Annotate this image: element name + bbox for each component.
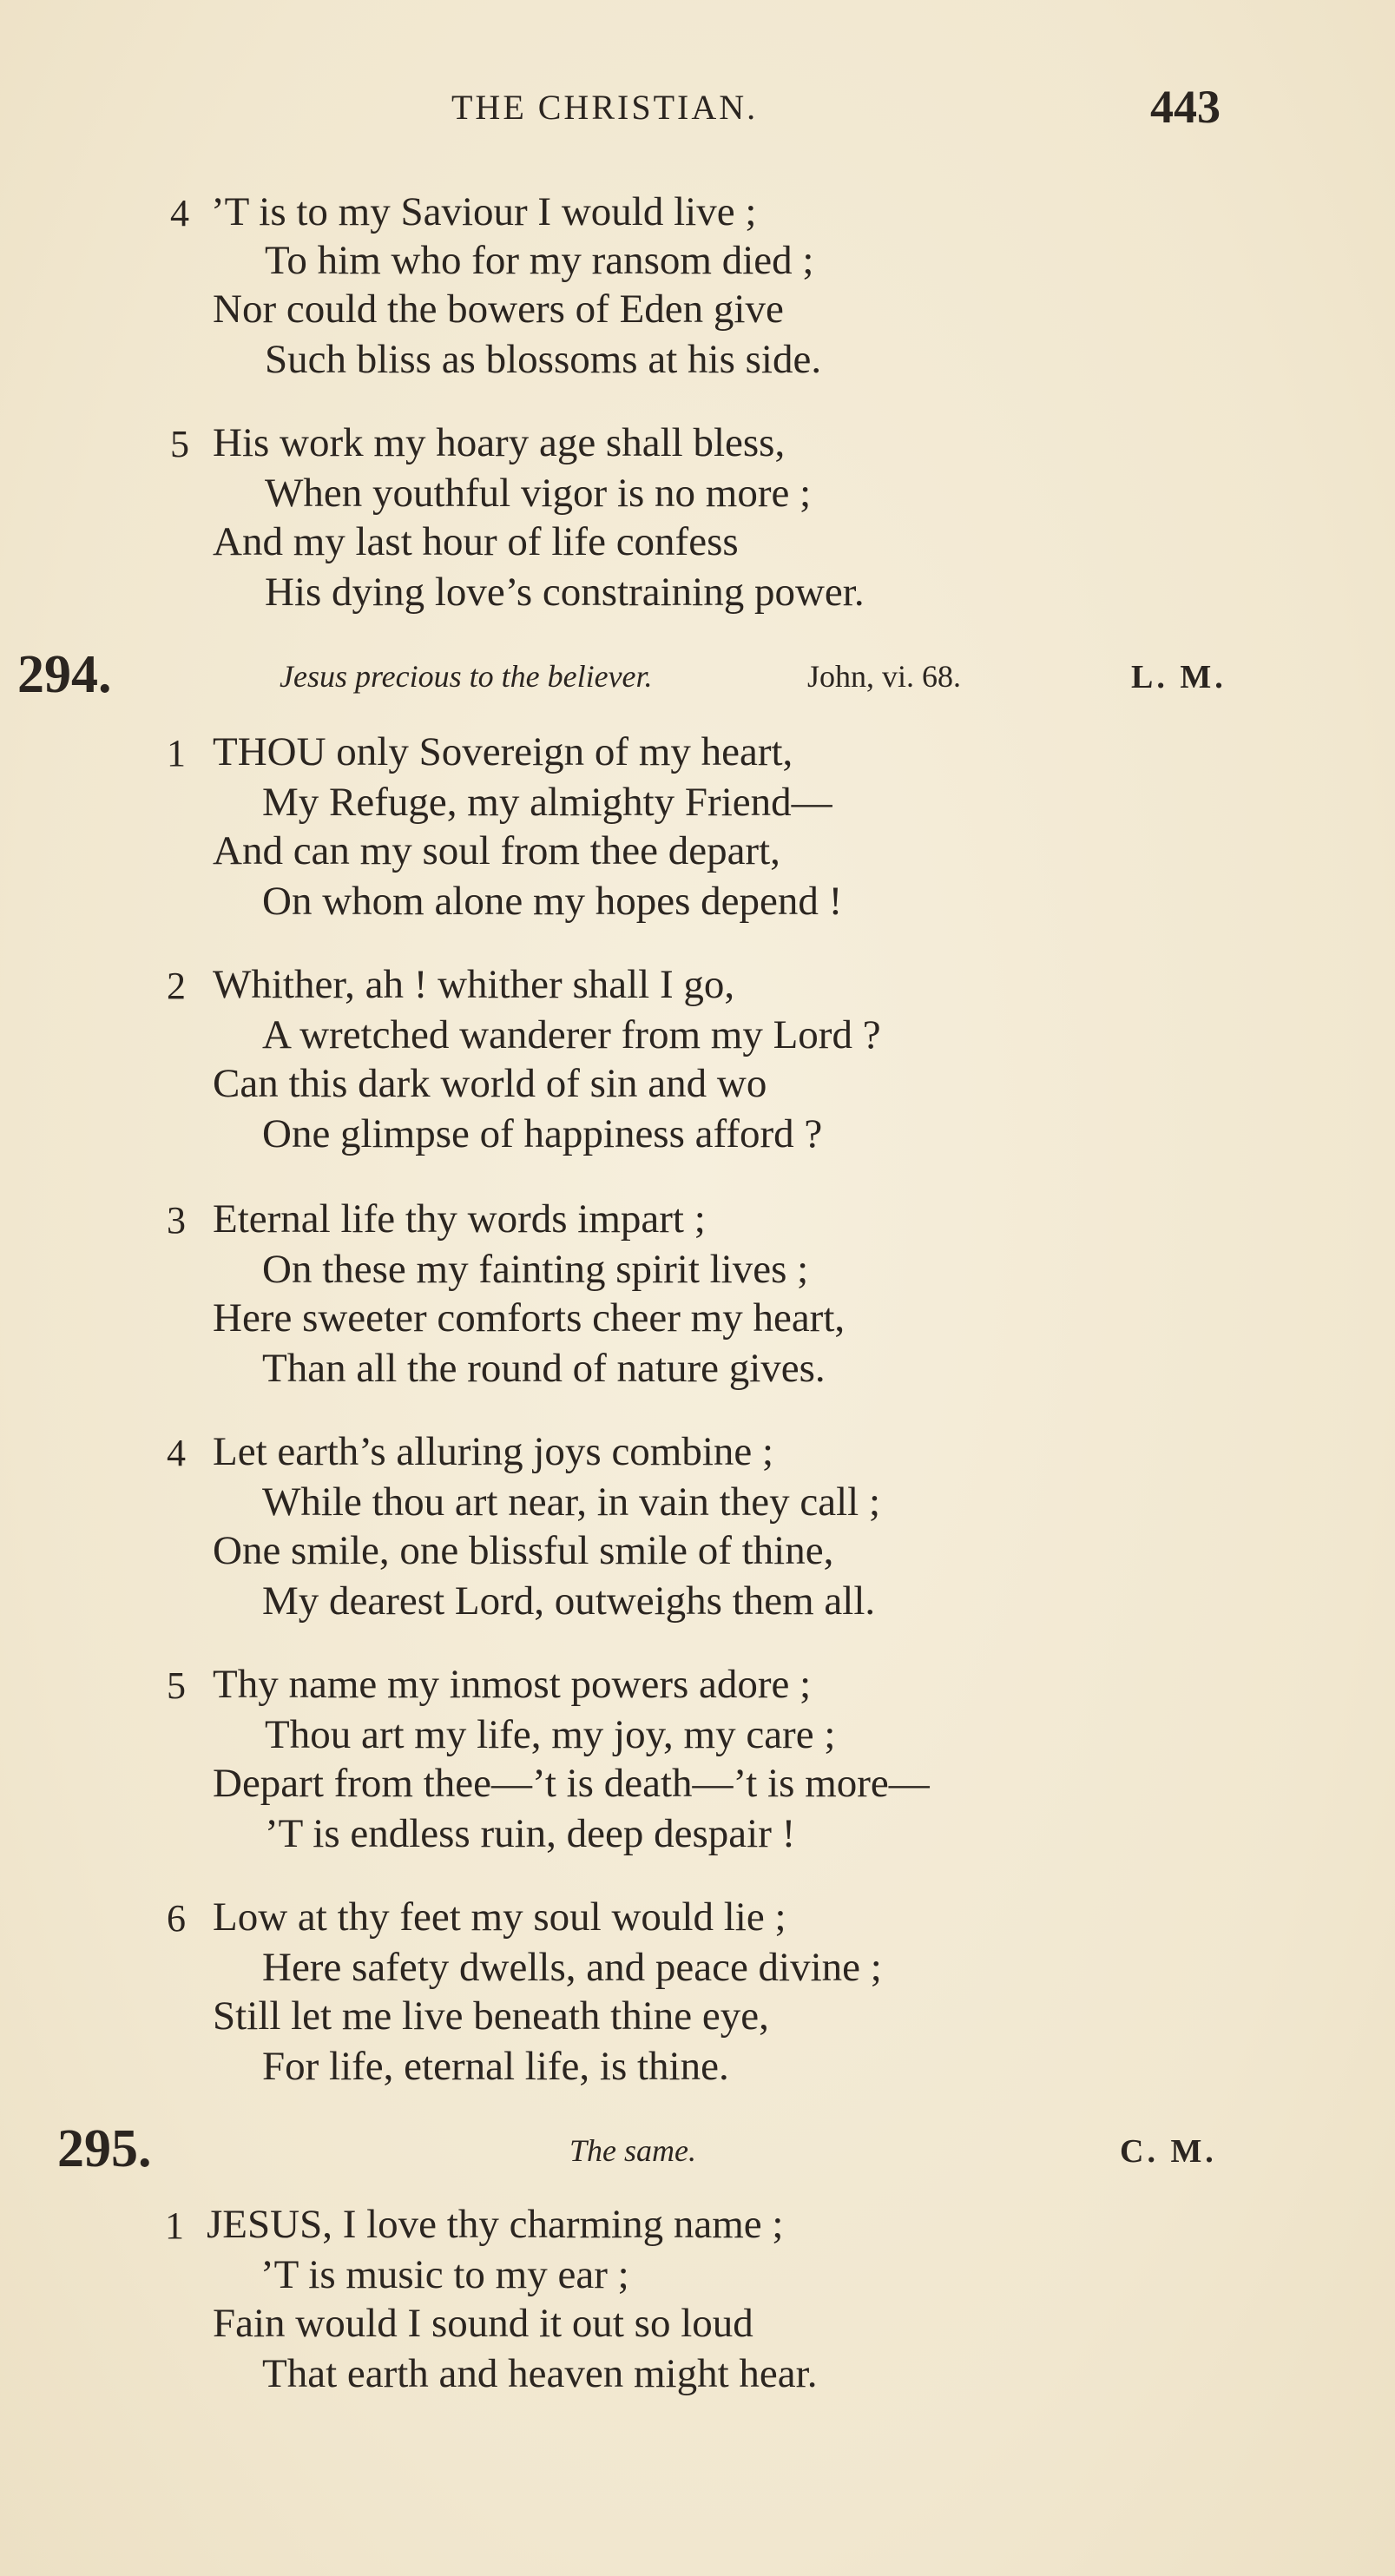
verse-line: Depart from thee—’t is death—’t is more— <box>213 1761 930 1806</box>
verse-number: 1 <box>167 732 186 774</box>
verse-line: On these my fainting spirit lives ; <box>262 1247 809 1292</box>
verse-line: My Refuge, my almighty Friend— <box>262 780 832 825</box>
verse-line: My dearest Lord, outweighs them all. <box>262 1578 876 1624</box>
verse-line: And can my soul from thee depart, <box>213 828 780 873</box>
verse-line: Low at thy feet my soul would lie ; <box>213 1894 786 1940</box>
verse-line: One smile, one blissful smile of thine, <box>213 1528 834 1573</box>
verse-line: Still let me live beneath thine eye, <box>213 1993 769 2039</box>
verse-number: 5 <box>170 423 189 465</box>
verse-number: 4 <box>170 192 189 234</box>
verse-line: Whither, ah ! whither shall I go, <box>213 962 735 1007</box>
verse-line: Here sweeter comforts cheer my heart, <box>213 1295 846 1341</box>
page-number: 443 <box>1150 81 1221 133</box>
verse-line: When youthful vigor is no more ; <box>265 471 812 516</box>
verse-line: Here safety dwells, and peace divine ; <box>262 1945 882 1990</box>
verse-number: 2 <box>167 965 186 1007</box>
scripture-reference: John, vi. 68. <box>807 659 962 694</box>
hymn-number: 294. <box>17 645 112 704</box>
verse-line: And my last hour of life confess <box>213 519 739 564</box>
hymn-title: The same. <box>569 2133 696 2168</box>
verse-number: 5 <box>167 1664 186 1707</box>
verse-line: Than all the round of nature gives. <box>262 1346 826 1391</box>
verse-line: Thy name my inmost powers adore ; <box>213 1662 812 1707</box>
verse-line: Eternal life thy words impart ; <box>213 1196 706 1242</box>
verse-line: ’T is music to my ear ; <box>260 2252 629 2297</box>
verse-line: Nor could the bowers of Eden give <box>213 287 784 332</box>
verse-line: ’T is endless ruin, deep despair ! <box>265 1811 796 1856</box>
hymn-title: Jesus precious to the believer. <box>280 659 653 694</box>
verse-line: Such bliss as blossoms at his side. <box>265 337 822 382</box>
hymn-meter: C. M. <box>1120 2133 1217 2170</box>
verse-number: 4 <box>167 1432 186 1474</box>
verse-line: Fain would I sound it out so loud <box>213 2301 753 2346</box>
verse-number: 3 <box>167 1199 186 1242</box>
verse-number: 1 <box>165 2204 184 2247</box>
verse-line: Let earth’s alluring joys combine ; <box>213 1429 774 1474</box>
hymn-meter: L. M. <box>1131 659 1227 695</box>
verse-line: That earth and heaven might hear. <box>262 2351 818 2396</box>
verse-line: For life, eternal life, is thine. <box>262 2044 729 2089</box>
verse-line: On whom alone my hopes depend ! <box>262 879 843 924</box>
verse-line: A wretched wanderer from my Lord ? <box>262 1012 881 1057</box>
verse-line: THOU only Sovereign of my heart, <box>213 729 793 774</box>
verse-line: One glimpse of happiness afford ? <box>262 1111 823 1156</box>
hymn-number: 295. <box>57 2119 152 2178</box>
verse-line: ’T is to my Saviour I would live ; <box>211 189 757 234</box>
verse-line: His dying love’s constraining power. <box>265 570 865 615</box>
verse-number: 6 <box>167 1897 186 1940</box>
running-title: THE CHRISTIAN. <box>451 88 759 127</box>
verse-line: Thou art my life, my joy, my care ; <box>265 1712 836 1757</box>
verse-line: While thou art near, in vain they call ; <box>262 1479 880 1525</box>
verse-line: To him who for my ransom died ; <box>265 238 814 283</box>
verse-line: Can this dark world of sin and wo <box>213 1061 767 1106</box>
verse-line: JESUS, I love thy charming name ; <box>207 2202 784 2247</box>
verse-line: His work my hoary age shall bless, <box>213 420 786 465</box>
